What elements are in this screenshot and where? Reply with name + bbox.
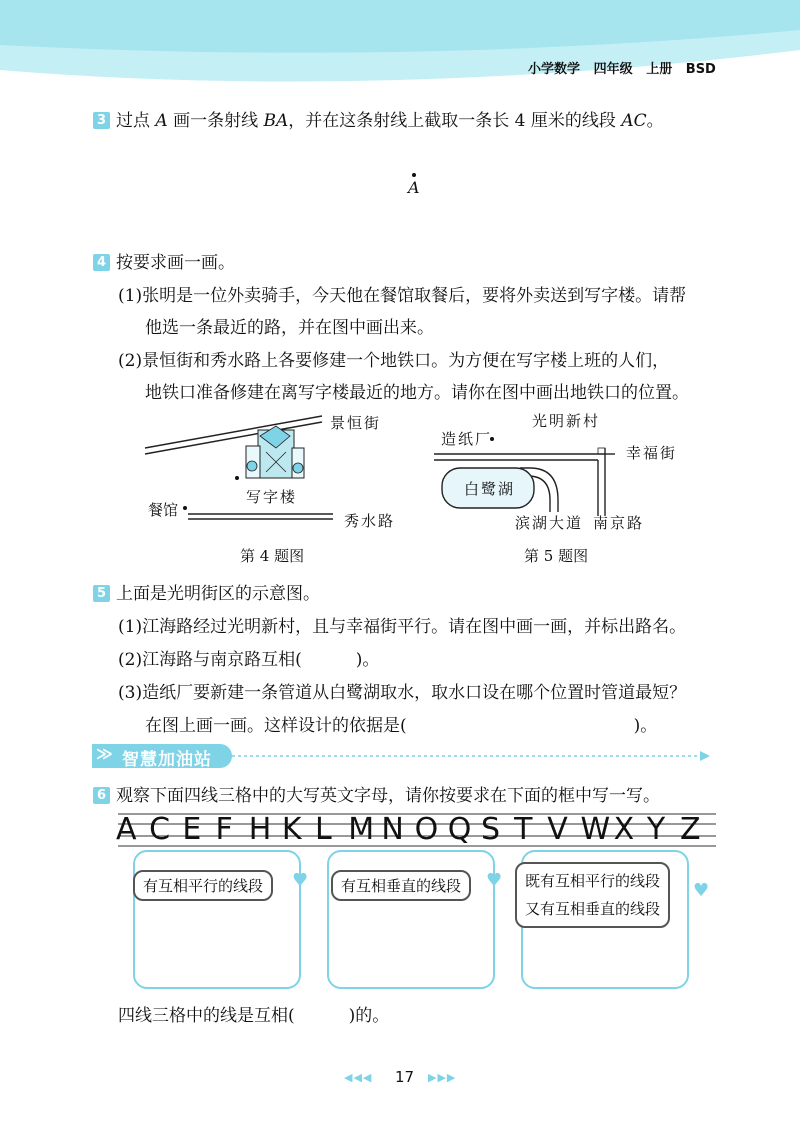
grid-letter-l: L (315, 812, 332, 847)
footer-right-arrows: ▶▶▶ (428, 1071, 457, 1084)
question-4-title (93, 248, 235, 273)
label-binhudadao: 滨湖大道 (515, 514, 584, 532)
header-edition: BSD (685, 62, 716, 77)
box-label-both-line2: 又有互相垂直的线段 (525, 900, 661, 918)
label-guangmingxincun: 光明新村 (532, 412, 601, 430)
section-arrow-icon: ≫ (96, 744, 113, 763)
section-dotted-line (232, 748, 712, 764)
grid-letter-c: C (149, 812, 171, 847)
header-subject: 小学数学 (528, 62, 581, 77)
q4-part2-line2: 地铁口准备修建在离写字楼最近的地方。请你在图中画出地铁口的位置。 (145, 383, 689, 403)
building-point (235, 476, 239, 480)
box-label-both (515, 862, 670, 928)
q3-text: 过点 (116, 111, 156, 131)
q3-var-ba: BA (263, 111, 289, 131)
q4-title: 按要求画一画。 (116, 253, 235, 273)
jinghengjie-road (145, 416, 322, 448)
q6-conclusion: 四线三格中的线是互相( )的。 (118, 1006, 390, 1026)
grid-letter-w: W (580, 812, 611, 847)
box-label-perpendicular: 有互相垂直的线段 (331, 870, 471, 901)
question-number: 3 (93, 112, 110, 129)
grid-letter-q: Q (447, 812, 472, 847)
grid-letter-o: O (414, 812, 439, 847)
heart-icon: ♥ (486, 870, 503, 891)
grid-letter-t: T (514, 812, 533, 847)
q4-part1-line1: (1)张明是一位外卖骑手，今天他在餐馆取餐后，要将外卖送到写字楼。请帮 (118, 286, 687, 306)
q3-var-ac: AC (621, 111, 647, 131)
q5-part2: (2)江海路与南京路互相( )。 (118, 650, 380, 670)
question-5-title (93, 579, 320, 604)
figure-4-caption: 第 4 题图 (240, 547, 305, 565)
question-number: 6 (93, 787, 110, 804)
header-volume: 上册 (646, 62, 673, 77)
heart-icon: ♥ (292, 870, 309, 891)
grid-letter-v: V (547, 812, 568, 847)
label-jinghengjie: 景恒街 (330, 414, 382, 432)
q3-text: 画一条射线 (167, 111, 264, 131)
grid-letter-m: M (348, 812, 375, 847)
grid-letter-s: S (480, 812, 500, 847)
label-xingfujie: 幸福街 (626, 444, 678, 462)
label-nanjinglu: 南京路 (593, 514, 645, 532)
label-canguan: 餐馆 (148, 501, 179, 519)
grid-letter-a: A (116, 812, 137, 847)
point-a-dot (412, 173, 416, 177)
box-label-parallel: 有互相平行的线段 (133, 870, 273, 901)
grid-letter-e: E (182, 812, 202, 847)
footer-left-arrows: ◀◀◀ (344, 1071, 373, 1084)
header-grade: 四年级 (593, 62, 633, 77)
grid-letter-h: H (248, 812, 272, 847)
grid-letter-z: Z (680, 812, 701, 847)
question-3 (93, 106, 664, 131)
box-label-both-line1: 既有互相平行的线段 (525, 872, 661, 890)
q4-part1-line2: 他选一条最近的路，并在图中画出来。 (145, 318, 434, 338)
q5-part3-line2: 在图上画一画。这样设计的依据是( )。 (145, 716, 658, 736)
q3-text: ，并在这条射线上截取一条长 4 厘米的线段 (288, 111, 622, 131)
label-xiushuilu: 秀水路 (344, 512, 396, 530)
q5-part1: (1)江海路经过光明新村，且与幸福街平行。请在图中画一画，并标出路名。 (118, 617, 687, 637)
restaurant-point (183, 506, 187, 510)
q5-title: 上面是光明街区的示意图。 (116, 584, 320, 604)
question-number: 5 (93, 585, 110, 602)
grid-letter-y: Y (646, 812, 666, 847)
section-title: 智慧加油站 (122, 750, 212, 770)
label-xieziloucaption: 写字楼 (246, 488, 298, 506)
q3-text: 。 (646, 111, 664, 131)
grid-letter-n: N (381, 812, 404, 847)
page-number: 17 (395, 1068, 415, 1086)
question-6-title (93, 781, 660, 806)
question-number: 4 (93, 254, 110, 271)
heart-icon: ♥ (693, 880, 710, 901)
q4-part2-line1: (2)景恒街和秀水路上各要修建一个地铁口。为方便在写字楼上班的人们， (118, 351, 670, 371)
grid-letter-x: X (613, 812, 635, 847)
label-bailuhu: 白鹭湖 (464, 480, 516, 498)
grid-letter-f: F (215, 812, 233, 847)
q6-title: 观察下面四线三格中的大写英文字母，请你按要求在下面的框中写一写。 (116, 786, 660, 806)
q5-part3-line1: (3)造纸厂要新建一条管道从白鹭湖取水，取水口设在哪个位置时管道最短？ (118, 683, 687, 703)
grid-letter-k: K (281, 812, 302, 847)
right-angle-mark (598, 448, 605, 454)
point-a-label: A (408, 178, 420, 197)
label-zaozhichang: 造纸厂 (441, 430, 493, 448)
header-info (528, 58, 716, 77)
figure-5-caption: 第 5 题图 (524, 547, 589, 565)
q3-var-a: A (155, 111, 168, 131)
